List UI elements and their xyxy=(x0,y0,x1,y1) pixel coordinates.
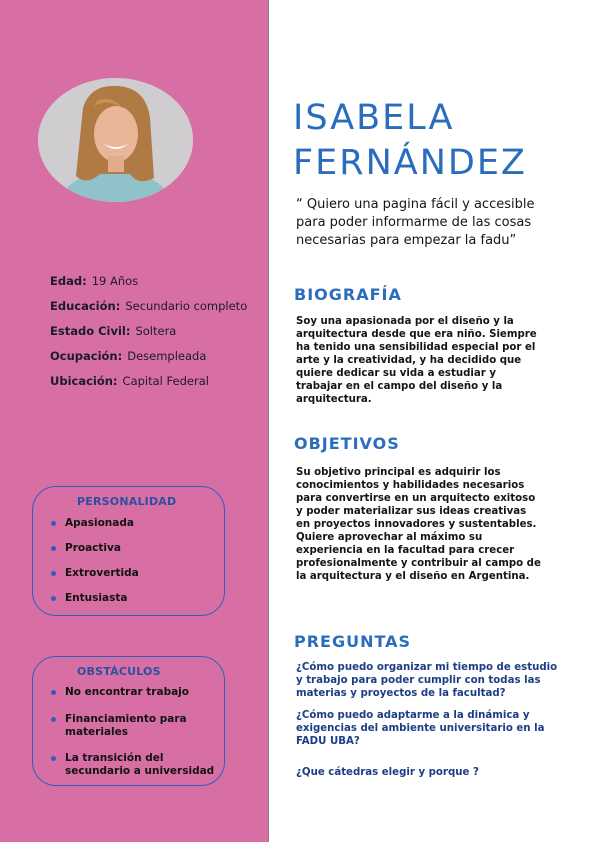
question-item: ¿Cómo puedo adaptarme a la dinámica y exigencias del ambiente universitario en la FADU UBA? xyxy=(296,710,545,747)
personality-title: PERSONALIDAD xyxy=(77,495,177,508)
info-value: 19 Años xyxy=(91,274,139,288)
biography-heading: BIOGRAFÍA xyxy=(294,285,402,304)
info-value: Soltera xyxy=(135,324,177,338)
objectives-text: Su objetivo principal es adquirir los conocimientos y habilidades necesarios para convertirse en un arquitecto exitoso y poder materializar sus ideas creativas en proyectos innovadores y sustentables. Quiere aprovechar al máximo su experiencia en la facultad para crecer profesionalmente y contribuir al campo de la arquitectura y el diseño en Argentina. xyxy=(296,467,541,582)
personal-info xyxy=(50,274,265,399)
list-item: La transición del secundario a universidad xyxy=(65,752,215,777)
info-label: Estado Civil: xyxy=(50,324,131,338)
personality-box xyxy=(32,486,225,616)
obstacles-title: OBSTÁCULOS xyxy=(77,665,161,678)
info-value: Capital Federal xyxy=(122,374,209,388)
name-first: ISABELA xyxy=(293,98,455,138)
info-label: Ocupación: xyxy=(50,349,123,363)
persona-quote: “ Quiero una pagina fácil y accesible para poder informarme de las cosas necesarias para empezar la fadu” xyxy=(296,197,535,248)
persona-name xyxy=(293,96,527,186)
list-item: Apasionada xyxy=(65,517,134,529)
info-row-edad xyxy=(50,274,265,299)
info-value: Secundario completo xyxy=(125,299,248,313)
list-item: Proactiva xyxy=(65,542,121,554)
profile-photo xyxy=(38,78,193,202)
name-last: FERNÁNDEZ xyxy=(293,143,527,183)
info-label: Edad: xyxy=(50,274,87,288)
biography-text: Soy una apasionada por el diseño y la arquitectura desde que era niño. Siempre ha tenido una sensibilidad especial por el arte y la creatividad, y ha decidido que quiere dedicar su vida a estudiar y trabajar en el campo del diseño y la arquitectura. xyxy=(296,316,537,405)
info-label: Ubicación: xyxy=(50,374,118,388)
info-row-ubicacion xyxy=(50,374,265,399)
info-row-estado-civil xyxy=(50,324,265,349)
info-label: Educación: xyxy=(50,299,121,313)
list-item: Entusiasta xyxy=(65,592,128,604)
questions-heading: PREGUNTAS xyxy=(294,632,412,651)
info-row-ocupacion xyxy=(50,349,265,374)
question-item: ¿Que cátedras elegir y porque ? xyxy=(296,767,479,778)
list-item: No encontrar trabajo xyxy=(65,686,205,699)
portrait-illustration xyxy=(38,78,193,202)
info-row-educacion xyxy=(50,299,265,324)
objectives-heading: OBJETIVOS xyxy=(294,434,400,453)
list-item: Extrovertida xyxy=(65,567,139,579)
question-item: ¿Cómo puedo organizar mi tiempo de estudio y trabajo para poder cumplir con todas las materias y proyectos de la facultad? xyxy=(296,662,558,699)
obstacles-box xyxy=(32,656,225,786)
list-item: Financiamiento para materiales xyxy=(65,713,195,739)
info-value: Desempleada xyxy=(127,349,207,363)
